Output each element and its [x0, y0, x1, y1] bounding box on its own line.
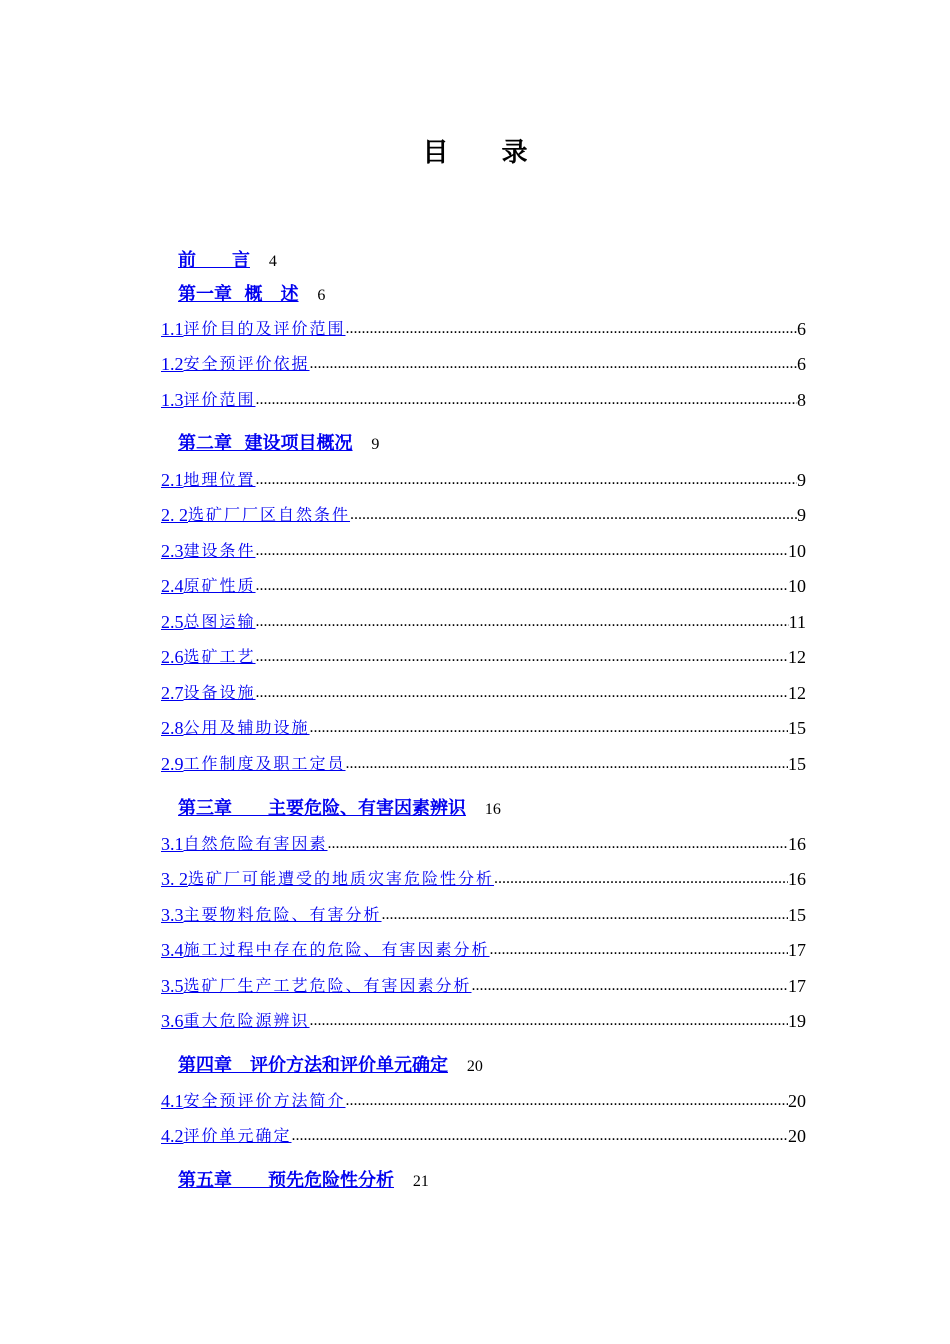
section-title-link[interactable]: 重大危险源辨识 [183, 1011, 310, 1030]
dot-leader [292, 1123, 788, 1149]
page-number: 6 [317, 287, 326, 304]
page-number: 20 [466, 1058, 483, 1075]
section-title-link[interactable]: 评价单元确定 [183, 1126, 292, 1145]
page-number: 8 [797, 390, 806, 410]
section-number-link[interactable]: 4.1 [161, 1091, 184, 1111]
chapter-link[interactable]: 第三章 主要危险、有害因素辨识 [178, 798, 466, 819]
section-number-link[interactable]: 3.6 [161, 1011, 184, 1031]
dot-leader [256, 538, 788, 564]
toc-chapter[interactable] [178, 1053, 483, 1079]
section-title-link[interactable]: 原矿性质 [183, 576, 256, 595]
section-title-link[interactable]: 施工过程中存在的危险、有害因素分析 [183, 940, 490, 959]
chapter-link[interactable]: 第一章 概 述 [178, 284, 299, 305]
page-number: 15 [788, 718, 806, 738]
section-title-link[interactable]: 评价范围 [183, 390, 256, 409]
dot-leader [310, 351, 797, 377]
section-title-link[interactable]: 选矿厂生产工艺危险、有害因素分析 [183, 976, 472, 995]
section-number-link[interactable]: 1.3 [161, 390, 184, 410]
section-title-link[interactable]: 地理位置 [183, 470, 256, 489]
toc-entry[interactable] [161, 973, 806, 999]
page-number: 21 [412, 1173, 429, 1190]
dot-leader [346, 751, 788, 777]
chapter-link[interactable]: 第二章 建设项目概况 [178, 433, 353, 454]
section-title-link[interactable]: 安全预评价依据 [183, 354, 310, 373]
section-number-link[interactable]: 2.8 [161, 718, 184, 738]
section-number-link[interactable]: 2. 2 [161, 505, 188, 525]
dot-leader [472, 973, 788, 999]
page-number: 10 [788, 541, 806, 561]
dot-leader [310, 715, 788, 741]
chapter-link[interactable]: 前 言 [178, 250, 250, 271]
section-title-link[interactable]: 设备设施 [183, 683, 256, 702]
section-number-link[interactable]: 2.3 [161, 541, 184, 561]
toc-entry[interactable] [161, 680, 806, 706]
toc-chapter[interactable] [178, 796, 501, 822]
dot-leader [346, 316, 797, 342]
toc-entry[interactable] [161, 902, 806, 928]
section-number-link[interactable]: 2.5 [161, 612, 184, 632]
section-title-link[interactable]: 选矿厂厂区自然条件 [188, 505, 351, 524]
dot-leader [256, 573, 788, 599]
section-number-link[interactable]: 2.4 [161, 576, 184, 596]
section-title-link[interactable]: 主要物料危险、有害分析 [183, 905, 382, 924]
toc-chapter[interactable] [178, 1168, 429, 1194]
page-number: 6 [797, 319, 806, 339]
toc-entry[interactable] [161, 316, 806, 342]
section-number-link[interactable]: 3.5 [161, 976, 184, 996]
section-number-link[interactable]: 2.6 [161, 647, 184, 667]
toc-entry[interactable] [161, 351, 806, 377]
toc-chapter[interactable] [178, 431, 379, 457]
dot-leader [494, 866, 788, 892]
dot-leader [256, 387, 797, 413]
page-number: 16 [788, 834, 806, 854]
section-number-link[interactable]: 3.1 [161, 834, 184, 854]
section-title-link[interactable]: 选矿厂可能遭受的地质灾害危险性分析 [188, 869, 495, 888]
section-title-link[interactable]: 安全预评价方法简介 [183, 1091, 346, 1110]
toc-entry[interactable] [161, 387, 806, 413]
page-number: 12 [788, 647, 806, 667]
toc-chapter[interactable] [178, 248, 277, 274]
dot-leader [346, 1088, 788, 1114]
section-title-link[interactable]: 建设条件 [183, 541, 256, 560]
toc-entry[interactable] [161, 644, 806, 670]
toc-entry[interactable] [161, 937, 806, 963]
section-title-link[interactable]: 公用及辅助设施 [183, 718, 310, 737]
page-number: 15 [788, 754, 806, 774]
section-number-link[interactable]: 2.9 [161, 754, 184, 774]
toc-entry[interactable] [161, 1088, 806, 1114]
toc-entry[interactable] [161, 1008, 806, 1034]
page-number: 9 [797, 470, 806, 490]
toc-entry[interactable] [161, 609, 806, 635]
toc-entry[interactable] [161, 751, 806, 777]
section-number-link[interactable]: 2.7 [161, 683, 184, 703]
page-number: 9 [371, 436, 380, 453]
page-title: 目 录 [422, 138, 550, 168]
section-number-link[interactable]: 2.1 [161, 470, 184, 490]
toc-entry[interactable] [161, 538, 806, 564]
toc-entry[interactable] [161, 467, 806, 493]
page-number: 19 [788, 1011, 806, 1031]
section-number-link[interactable]: 3.4 [161, 940, 184, 960]
dot-leader [256, 467, 797, 493]
toc-entry[interactable] [161, 866, 806, 892]
dot-leader [310, 1008, 788, 1034]
chapter-link[interactable]: 第五章 预先危险性分析 [178, 1170, 394, 1191]
section-number-link[interactable]: 3. 2 [161, 869, 188, 889]
page-number: 10 [788, 576, 806, 596]
section-title-link[interactable]: 工作制度及职工定员 [183, 754, 346, 773]
dot-leader [256, 680, 788, 706]
section-number-link[interactable]: 4.2 [161, 1126, 184, 1146]
page-number: 4 [268, 253, 277, 270]
dot-leader [350, 502, 797, 528]
page-number: 9 [797, 505, 806, 525]
toc-chapter[interactable] [178, 282, 325, 308]
section-number-link[interactable]: 1.1 [161, 319, 184, 339]
page-number: 17 [788, 940, 806, 960]
dot-leader [490, 937, 788, 963]
page-number: 16 [484, 801, 501, 818]
page-number: 11 [788, 612, 806, 632]
page-number: 16 [788, 869, 806, 889]
chapter-link[interactable]: 第四章 评价方法和评价单元确定 [178, 1055, 448, 1076]
dot-leader [382, 902, 788, 928]
page-number: 12 [788, 683, 806, 703]
section-title-link[interactable]: 评价目的及评价范围 [183, 319, 346, 338]
dot-leader [256, 609, 789, 635]
toc-entry[interactable] [161, 831, 806, 857]
page-number: 17 [788, 976, 806, 996]
section-title-link[interactable]: 自然危险有害因素 [183, 834, 328, 853]
dot-leader [328, 831, 788, 857]
toc-entry[interactable] [161, 715, 806, 741]
page-number: 20 [788, 1091, 806, 1111]
page-number: 6 [797, 354, 806, 374]
toc-entry[interactable] [161, 502, 806, 528]
toc-entry[interactable] [161, 1123, 806, 1149]
page-number: 15 [788, 905, 806, 925]
dot-leader [256, 644, 788, 670]
section-number-link[interactable]: 1.2 [161, 354, 184, 374]
page-number: 20 [788, 1126, 806, 1146]
section-number-link[interactable]: 3.3 [161, 905, 184, 925]
section-title-link[interactable]: 总图运输 [183, 612, 256, 631]
toc-entry[interactable] [161, 573, 806, 599]
section-title-link[interactable]: 选矿工艺 [183, 647, 256, 666]
